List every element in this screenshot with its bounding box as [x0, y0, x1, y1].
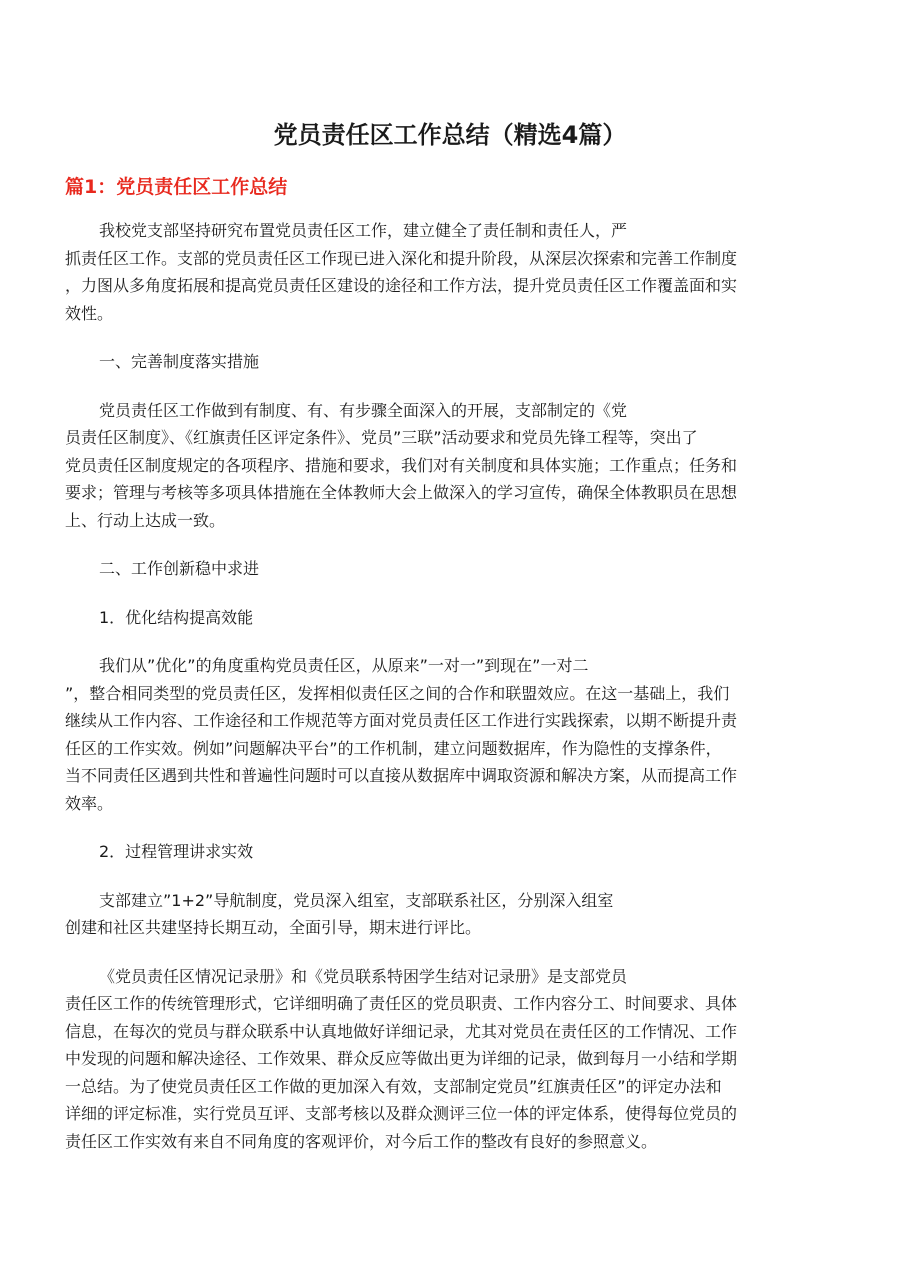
paragraph-line: 党员责任区工作做到有制度、有、有步骤全面深入的开展，支部制定的《党: [99, 400, 628, 420]
document-body: [65, 217, 835, 1155]
section-title: 篇1：党员责任区工作总结: [65, 176, 288, 198]
paragraph-line: 支部建立”1+2”导航制度，党员深入组室，支部联系社区，分别深入组室: [99, 890, 614, 910]
paragraph-line: 我校党支部坚持研究布置党员责任区工作，建立健全了责任制和责任人，严: [99, 221, 628, 240]
heading-section-2: [65, 555, 835, 583]
paragraph-line: ，力图从多角度拓展和提高党员责任区建设的途径和工作方法，提升党员责任区工作覆盖面和实: [65, 276, 738, 295]
heading-text: 二、工作创新稳中求进: [99, 559, 260, 578]
heading-text: 1．优化结构提高效能: [99, 607, 254, 627]
heading-text: 一、完善制度落实措施: [99, 352, 260, 371]
paragraph-line: 一总结。为了使党员责任区工作做的更加深入有效，支部制定党员”红旗责任区”的评定办法和: [65, 1076, 722, 1096]
paragraph-line: 员责任区制度》、《红旗责任区评定条件》、党员”三联”活动要求和党员先锋工程等，突出了: [65, 428, 698, 447]
paragraph-line: ”，整合相同类型的党员责任区，发挥相似责任区之间的合作和联盟效应。在这一基础上，我们: [65, 683, 730, 703]
paragraph-system: [65, 397, 835, 535]
paragraph-line: 上、行动上达成一致。: [65, 510, 226, 530]
paragraph-line: 任区的工作实效。例如”问题解决平台”的工作机制，建立问题数据库，作为隐性的支撑条件，: [65, 738, 722, 758]
document-title: 党员责任区工作总结（精选4篇）: [273, 121, 627, 149]
heading-subsection-1: [65, 604, 835, 632]
paragraph-intro: [65, 217, 835, 327]
paragraph-records: [65, 963, 835, 1156]
paragraph-optimize: [65, 652, 835, 817]
paragraph-line: 当不同责任区遇到共性和普遍性问题时可以直接从数据库中调取资源和解决方案，从而提高工作: [65, 766, 738, 785]
heading-text: 2．过程管理讲求实效: [99, 842, 254, 861]
paragraph-line: 抓责任区工作。支部的党员责任区工作现已进入深化和提升阶段，从深层次探索和完善工作制度: [65, 248, 738, 268]
paragraph-line: 责任区工作实效有来自不同角度的客观评价，对今后工作的整改有良好的参照意义。: [65, 1131, 658, 1151]
paragraph-line: 《党员责任区情况记录册》和《党员联系特困学生结对记录册》是支部党员: [99, 966, 628, 986]
paragraph-line: 责任区工作的传统管理形式，它详细明确了责任区的党员职责、工作内容分工、时间要求、具体: [65, 994, 738, 1013]
paragraph-line: 详细的评定标准，实行党员互评、支部考核以及群众测评三位一体的评定体系，使得每位党员的: [65, 1104, 738, 1123]
paragraph-line: 我们从”优化”的角度重构党员责任区，从原来”一对一”到现在”一对二: [99, 656, 589, 675]
paragraph-navigation: [65, 887, 835, 942]
heading-subsection-2: [65, 838, 835, 866]
paragraph-line: 信息，在每次的党员与群众联系中认真地做好详细记录，尤其对党员在责任区的工作情况、工作: [65, 1021, 738, 1041]
paragraph-line: 效率。: [65, 793, 114, 813]
heading-section-1: [65, 348, 835, 376]
paragraph-line: 要求；管理与考核等多项具体措施在全体教师大会上做深入的学习宣传，确保全体教职员在思想: [65, 483, 738, 502]
paragraph-line: 创建和社区共建坚持长期互动，全面引导，期末进行评比。: [65, 918, 482, 937]
paragraph-line: 党员责任区制度规定的各项程序、措施和要求，我们对有关制度和具体实施；工作重点；任务和: [65, 455, 738, 475]
paragraph-line: 中发现的问题和解决途径、工作效果、群众反应等做出更为详细的记录，做到每月一小结和学期: [65, 1049, 738, 1068]
paragraph-line: 效性。: [65, 303, 114, 323]
paragraph-line: 继续从工作内容、工作途径和工作规范等方面对党员责任区工作进行实践探索，以期不断提升责: [65, 711, 738, 730]
